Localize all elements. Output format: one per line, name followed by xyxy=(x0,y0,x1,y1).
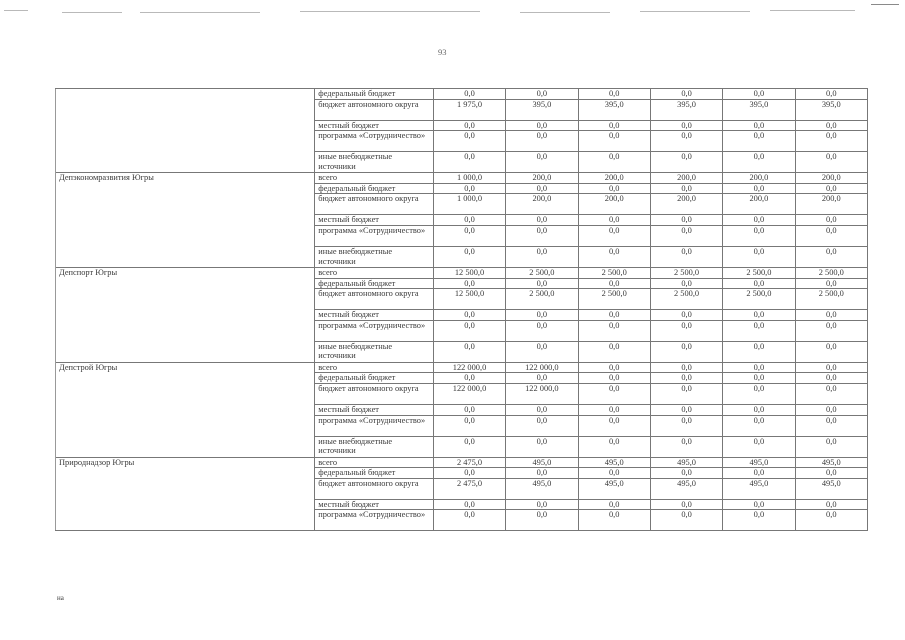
amount-cell: 0,0 xyxy=(795,225,867,246)
amount-cell: 0,0 xyxy=(723,373,795,384)
amount-cell: 0,0 xyxy=(723,383,795,404)
amount-cell: 0,0 xyxy=(650,510,722,531)
organization-cell xyxy=(56,89,315,173)
funding-source-cell: всего xyxy=(315,362,434,373)
amount-cell: 0,0 xyxy=(578,341,650,362)
amount-cell: 2 500,0 xyxy=(650,267,722,278)
amount-cell: 0,0 xyxy=(578,499,650,510)
amount-cell: 0,0 xyxy=(506,510,578,531)
amount-cell: 0,0 xyxy=(433,436,505,457)
funding-source-cell: иные внебюджетные источники xyxy=(315,341,434,362)
funding-source-cell: иные внебюджетные источники xyxy=(315,436,434,457)
funding-source-cell: программа «Сотрудничество» xyxy=(315,415,434,436)
amount-cell: 0,0 xyxy=(723,278,795,289)
amount-cell: 0,0 xyxy=(506,373,578,384)
amount-cell: 495,0 xyxy=(795,457,867,468)
amount-cell: 0,0 xyxy=(506,131,578,152)
funding-source-cell: программа «Сотрудничество» xyxy=(315,320,434,341)
amount-cell: 0,0 xyxy=(650,341,722,362)
funding-source-cell: федеральный бюджет xyxy=(315,183,434,194)
amount-cell: 0,0 xyxy=(433,120,505,131)
amount-cell: 0,0 xyxy=(433,152,505,173)
amount-cell: 495,0 xyxy=(723,478,795,499)
amount-cell: 0,0 xyxy=(795,310,867,321)
amount-cell: 0,0 xyxy=(578,278,650,289)
funding-source-cell: бюджет автономного округа xyxy=(315,99,434,120)
amount-cell: 0,0 xyxy=(506,341,578,362)
amount-cell: 0,0 xyxy=(795,278,867,289)
funding-source-cell: бюджет автономного округа xyxy=(315,478,434,499)
amount-cell: 0,0 xyxy=(723,152,795,173)
amount-cell: 0,0 xyxy=(795,415,867,436)
budget-table-body xyxy=(56,89,868,531)
amount-cell: 2 475,0 xyxy=(433,478,505,499)
table-row xyxy=(56,457,868,468)
amount-cell: 0,0 xyxy=(433,183,505,194)
amount-cell: 0,0 xyxy=(578,215,650,226)
amount-cell: 0,0 xyxy=(578,152,650,173)
amount-cell: 0,0 xyxy=(506,152,578,173)
budget-table xyxy=(55,88,868,531)
amount-cell: 200,0 xyxy=(795,173,867,184)
amount-cell: 0,0 xyxy=(723,131,795,152)
page-number: 93 xyxy=(438,47,447,57)
amount-cell: 200,0 xyxy=(650,194,722,215)
amount-cell: 0,0 xyxy=(578,510,650,531)
amount-cell: 122 000,0 xyxy=(506,362,578,373)
funding-source-cell: местный бюджет xyxy=(315,215,434,226)
amount-cell: 0,0 xyxy=(506,404,578,415)
amount-cell: 200,0 xyxy=(506,173,578,184)
amount-cell: 0,0 xyxy=(795,499,867,510)
table-row xyxy=(56,267,868,278)
amount-cell: 0,0 xyxy=(650,183,722,194)
amount-cell: 0,0 xyxy=(506,278,578,289)
amount-cell: 0,0 xyxy=(578,183,650,194)
amount-cell: 0,0 xyxy=(723,436,795,457)
amount-cell: 12 500,0 xyxy=(433,289,505,310)
amount-cell: 0,0 xyxy=(723,320,795,341)
amount-cell: 0,0 xyxy=(795,131,867,152)
amount-cell: 0,0 xyxy=(578,362,650,373)
amount-cell: 0,0 xyxy=(650,215,722,226)
funding-source-cell: программа «Сотрудничество» xyxy=(315,510,434,531)
amount-cell: 200,0 xyxy=(506,194,578,215)
amount-cell: 0,0 xyxy=(506,120,578,131)
amount-cell: 0,0 xyxy=(723,310,795,321)
amount-cell: 122 000,0 xyxy=(506,383,578,404)
amount-cell: 0,0 xyxy=(433,278,505,289)
amount-cell: 200,0 xyxy=(650,173,722,184)
amount-cell: 0,0 xyxy=(795,152,867,173)
amount-cell: 0,0 xyxy=(578,468,650,479)
amount-cell: 0,0 xyxy=(506,215,578,226)
funding-source-cell: иные внебюджетные источники xyxy=(315,152,434,173)
amount-cell: 0,0 xyxy=(578,404,650,415)
amount-cell: 0,0 xyxy=(578,373,650,384)
funding-source-cell: всего xyxy=(315,267,434,278)
funding-source-cell: местный бюджет xyxy=(315,499,434,510)
amount-cell: 2 500,0 xyxy=(506,289,578,310)
amount-cell: 0,0 xyxy=(650,89,722,100)
amount-cell: 0,0 xyxy=(433,499,505,510)
amount-cell: 0,0 xyxy=(723,499,795,510)
amount-cell: 0,0 xyxy=(578,89,650,100)
amount-cell: 0,0 xyxy=(506,246,578,267)
amount-cell: 0,0 xyxy=(723,120,795,131)
amount-cell: 0,0 xyxy=(433,468,505,479)
amount-cell: 395,0 xyxy=(578,99,650,120)
amount-cell: 0,0 xyxy=(578,131,650,152)
amount-cell: 0,0 xyxy=(650,373,722,384)
amount-cell: 0,0 xyxy=(433,131,505,152)
amount-cell: 0,0 xyxy=(795,468,867,479)
amount-cell: 0,0 xyxy=(578,320,650,341)
funding-source-cell: программа «Сотрудничество» xyxy=(315,225,434,246)
amount-cell: 0,0 xyxy=(578,383,650,404)
amount-cell: 395,0 xyxy=(506,99,578,120)
amount-cell: 0,0 xyxy=(795,183,867,194)
funding-source-cell: местный бюджет xyxy=(315,310,434,321)
amount-cell: 0,0 xyxy=(723,215,795,226)
amount-cell: 495,0 xyxy=(506,478,578,499)
amount-cell: 0,0 xyxy=(506,89,578,100)
amount-cell: 0,0 xyxy=(433,341,505,362)
amount-cell: 1 000,0 xyxy=(433,173,505,184)
amount-cell: 0,0 xyxy=(650,415,722,436)
amount-cell: 0,0 xyxy=(578,120,650,131)
funding-source-cell: бюджет автономного округа xyxy=(315,383,434,404)
amount-cell: 0,0 xyxy=(578,246,650,267)
amount-cell: 0,0 xyxy=(578,310,650,321)
amount-cell: 200,0 xyxy=(578,194,650,215)
amount-cell: 0,0 xyxy=(433,89,505,100)
funding-source-cell: федеральный бюджет xyxy=(315,278,434,289)
amount-cell: 0,0 xyxy=(650,320,722,341)
table-row xyxy=(56,89,868,100)
amount-cell: 0,0 xyxy=(795,89,867,100)
amount-cell: 0,0 xyxy=(650,468,722,479)
amount-cell: 0,0 xyxy=(433,404,505,415)
amount-cell: 0,0 xyxy=(650,152,722,173)
amount-cell: 0,0 xyxy=(506,499,578,510)
amount-cell: 0,0 xyxy=(795,404,867,415)
amount-cell: 0,0 xyxy=(433,373,505,384)
amount-cell: 0,0 xyxy=(506,183,578,194)
amount-cell: 495,0 xyxy=(506,457,578,468)
amount-cell: 2 475,0 xyxy=(433,457,505,468)
funding-source-cell: иные внебюджетные источники xyxy=(315,246,434,267)
organization-cell: Депспорт Югры xyxy=(56,267,315,362)
amount-cell: 0,0 xyxy=(650,310,722,321)
amount-cell: 0,0 xyxy=(795,436,867,457)
amount-cell: 0,0 xyxy=(795,373,867,384)
amount-cell: 0,0 xyxy=(650,120,722,131)
amount-cell: 0,0 xyxy=(650,225,722,246)
funding-source-cell: федеральный бюджет xyxy=(315,468,434,479)
amount-cell: 0,0 xyxy=(506,415,578,436)
amount-cell: 200,0 xyxy=(578,173,650,184)
amount-cell: 0,0 xyxy=(723,415,795,436)
amount-cell: 495,0 xyxy=(650,478,722,499)
amount-cell: 0,0 xyxy=(795,510,867,531)
amount-cell: 1 975,0 xyxy=(433,99,505,120)
amount-cell: 2 500,0 xyxy=(506,267,578,278)
amount-cell: 495,0 xyxy=(650,457,722,468)
amount-cell: 0,0 xyxy=(795,320,867,341)
amount-cell: 495,0 xyxy=(795,478,867,499)
amount-cell: 0,0 xyxy=(723,362,795,373)
amount-cell: 2 500,0 xyxy=(650,289,722,310)
amount-cell: 0,0 xyxy=(650,131,722,152)
amount-cell: 0,0 xyxy=(650,362,722,373)
funding-source-cell: всего xyxy=(315,173,434,184)
amount-cell: 0,0 xyxy=(433,215,505,226)
scan-artifact-top xyxy=(0,6,905,20)
amount-cell: 0,0 xyxy=(723,183,795,194)
amount-cell: 0,0 xyxy=(506,310,578,321)
amount-cell: 0,0 xyxy=(723,225,795,246)
amount-cell: 395,0 xyxy=(650,99,722,120)
amount-cell: 0,0 xyxy=(795,341,867,362)
organization-cell: Депстрой Югры xyxy=(56,362,315,457)
amount-cell: 0,0 xyxy=(650,383,722,404)
amount-cell: 0,0 xyxy=(723,404,795,415)
amount-cell: 0,0 xyxy=(795,246,867,267)
amount-cell: 0,0 xyxy=(650,404,722,415)
amount-cell: 0,0 xyxy=(433,225,505,246)
funding-source-cell: бюджет автономного округа xyxy=(315,194,434,215)
funding-source-cell: федеральный бюджет xyxy=(315,89,434,100)
amount-cell: 200,0 xyxy=(723,173,795,184)
table-row xyxy=(56,362,868,373)
amount-cell: 0,0 xyxy=(506,225,578,246)
amount-cell: 0,0 xyxy=(795,383,867,404)
amount-cell: 0,0 xyxy=(433,246,505,267)
amount-cell: 0,0 xyxy=(506,436,578,457)
amount-cell: 122 000,0 xyxy=(433,383,505,404)
amount-cell: 2 500,0 xyxy=(578,267,650,278)
amount-cell: 0,0 xyxy=(795,215,867,226)
amount-cell: 200,0 xyxy=(723,194,795,215)
amount-cell: 2 500,0 xyxy=(723,267,795,278)
amount-cell: 0,0 xyxy=(795,362,867,373)
funding-source-cell: всего xyxy=(315,457,434,468)
amount-cell: 0,0 xyxy=(578,415,650,436)
amount-cell: 495,0 xyxy=(578,478,650,499)
amount-cell: 122 000,0 xyxy=(433,362,505,373)
amount-cell: 495,0 xyxy=(723,457,795,468)
amount-cell: 0,0 xyxy=(578,225,650,246)
amount-cell: 0,0 xyxy=(433,320,505,341)
funding-source-cell: местный бюджет xyxy=(315,120,434,131)
amount-cell: 0,0 xyxy=(650,246,722,267)
funding-source-cell: программа «Сотрудничество» xyxy=(315,131,434,152)
organization-cell: Депэкономразвития Югры xyxy=(56,173,315,268)
funding-source-cell: бюджет автономного округа xyxy=(315,289,434,310)
amount-cell: 0,0 xyxy=(650,499,722,510)
amount-cell: 2 500,0 xyxy=(795,267,867,278)
amount-cell: 1 000,0 xyxy=(433,194,505,215)
amount-cell: 0,0 xyxy=(433,415,505,436)
amount-cell: 200,0 xyxy=(795,194,867,215)
amount-cell: 395,0 xyxy=(723,99,795,120)
funding-source-cell: федеральный бюджет xyxy=(315,373,434,384)
amount-cell: 0,0 xyxy=(795,120,867,131)
amount-cell: 0,0 xyxy=(433,510,505,531)
amount-cell: 0,0 xyxy=(650,278,722,289)
amount-cell: 0,0 xyxy=(506,468,578,479)
amount-cell: 2 500,0 xyxy=(723,289,795,310)
table-row xyxy=(56,173,868,184)
amount-cell: 0,0 xyxy=(723,89,795,100)
amount-cell: 0,0 xyxy=(433,310,505,321)
amount-cell: 495,0 xyxy=(578,457,650,468)
amount-cell: 12 500,0 xyxy=(433,267,505,278)
amount-cell: 2 500,0 xyxy=(795,289,867,310)
amount-cell: 0,0 xyxy=(723,341,795,362)
amount-cell: 0,0 xyxy=(723,246,795,267)
funding-source-cell: местный бюджет xyxy=(315,404,434,415)
footnote: на xyxy=(57,594,64,602)
amount-cell: 0,0 xyxy=(506,320,578,341)
amount-cell: 395,0 xyxy=(795,99,867,120)
amount-cell: 0,0 xyxy=(723,510,795,531)
amount-cell: 0,0 xyxy=(723,468,795,479)
amount-cell: 0,0 xyxy=(578,436,650,457)
amount-cell: 0,0 xyxy=(650,436,722,457)
organization-cell: Природнадзор Югры xyxy=(56,457,315,531)
amount-cell: 2 500,0 xyxy=(578,289,650,310)
scan-artifact-corner xyxy=(871,0,899,5)
